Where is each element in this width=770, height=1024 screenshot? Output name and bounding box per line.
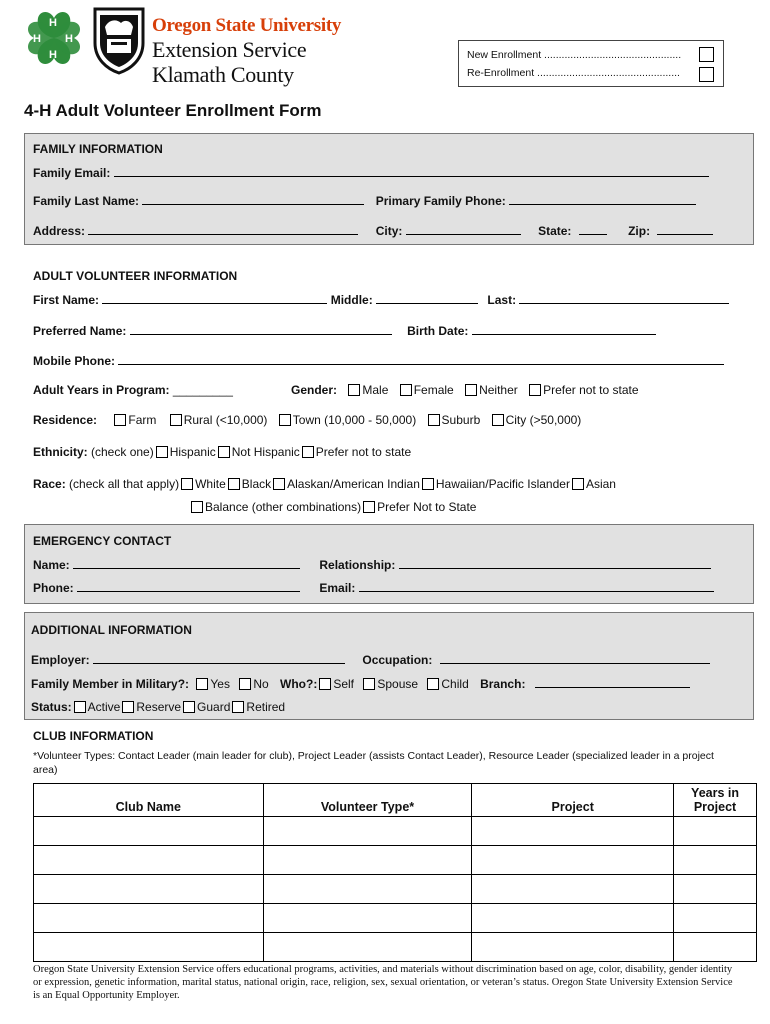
race-black-checkbox[interactable]: [228, 478, 240, 490]
status-guard-checkbox[interactable]: [183, 701, 195, 713]
residence-suburb-checkbox[interactable]: [428, 414, 440, 426]
table-row: [34, 904, 757, 933]
gender-label: Gender:: [291, 383, 338, 397]
adult-years-label: Adult Years in Program:: [33, 383, 170, 397]
ethnicity-prefer-not-checkbox[interactable]: [302, 446, 314, 458]
military-no-label: No: [253, 677, 269, 691]
emergency-name-field[interactable]: [73, 557, 300, 569]
ethnicity-hispanic-label: Hispanic: [169, 445, 216, 459]
project-cell[interactable]: [472, 846, 674, 875]
military-yes-label: Yes: [210, 677, 230, 691]
race-alaskan-label: Alaskan/American Indian: [287, 477, 420, 491]
zip-field[interactable]: [657, 223, 713, 235]
race-asian-label: Asian: [585, 477, 616, 491]
middle-name-label: Middle:: [330, 293, 373, 307]
employer-field[interactable]: [93, 652, 345, 664]
who-self-label: Self: [333, 677, 354, 691]
new-enrollment-label: New Enrollment ...............................................: [467, 49, 682, 61]
club-name-header: Club Name: [34, 784, 264, 817]
employer-label: Employer:: [31, 653, 90, 667]
emergency-phone-field[interactable]: [77, 580, 300, 592]
gender-female-label: Female: [413, 383, 454, 397]
org-name-line3: Klamath County: [152, 62, 294, 87]
ethnicity-not-hispanic-label: Not Hispanic: [231, 445, 300, 459]
club-name-cell[interactable]: [34, 904, 264, 933]
who-spouse-label: Spouse: [377, 677, 419, 691]
residence-town-label: Town (10,000 - 50,000): [292, 413, 417, 427]
residence-rural-checkbox[interactable]: [170, 414, 182, 426]
re-enrollment-checkbox[interactable]: [699, 67, 714, 82]
family-last-name-field[interactable]: [142, 193, 364, 205]
gender-male-label: Male: [362, 383, 389, 397]
emergency-email-field[interactable]: [359, 580, 714, 592]
branch-field[interactable]: [535, 676, 690, 688]
military-label: Family Member in Military?:: [31, 677, 190, 691]
table-row: [34, 933, 757, 962]
family-email-field[interactable]: [114, 165, 709, 177]
race-hawaiian-checkbox[interactable]: [422, 478, 434, 490]
gender-female-checkbox[interactable]: [400, 384, 412, 396]
primary-phone-field[interactable]: [509, 193, 696, 205]
preferred-name-label: Preferred Name:: [33, 324, 127, 338]
ethnicity-not-hispanic-checkbox[interactable]: [218, 446, 230, 458]
ethnicity-note: (check one): [91, 445, 154, 459]
additional-information-heading: ADDITIONAL INFORMATION: [31, 623, 192, 637]
org-name-line2: Extension Service: [152, 37, 307, 62]
race-prefer-not-checkbox[interactable]: [363, 501, 375, 513]
residence-city-label: City (>50,000): [505, 413, 582, 427]
status-retired-label: Retired: [246, 700, 286, 714]
military-no-checkbox[interactable]: [239, 678, 251, 690]
residence-city-checkbox[interactable]: [492, 414, 504, 426]
table-row: [34, 846, 757, 875]
gender-neither-label: Neither: [479, 383, 518, 397]
branch-label: Branch:: [480, 677, 526, 691]
race-black-label: Black: [241, 477, 272, 491]
status-active-label: Active: [87, 700, 121, 714]
residence-farm-label: Farm: [128, 413, 157, 427]
residence-farm-checkbox[interactable]: [114, 414, 126, 426]
mobile-phone-label: Mobile Phone:: [33, 354, 115, 368]
volunteer-type-cell[interactable]: [263, 817, 472, 846]
ethnicity-hispanic-checkbox[interactable]: [156, 446, 168, 458]
form-title: 4-H Adult Volunteer Enrollment Form: [24, 101, 322, 120]
status-guard-label: Guard: [197, 700, 231, 714]
who-spouse-checkbox[interactable]: [363, 678, 375, 690]
race-alaskan-checkbox[interactable]: [273, 478, 285, 490]
club-name-cell[interactable]: [34, 875, 264, 904]
zip-label: Zip:: [628, 224, 651, 238]
preferred-name-field[interactable]: [130, 323, 392, 335]
military-yes-checkbox[interactable]: [196, 678, 208, 690]
race-balance-checkbox[interactable]: [191, 501, 203, 513]
birth-date-label: Birth Date:: [407, 324, 469, 338]
years-cell[interactable]: [674, 933, 757, 962]
residence-label: Residence:: [33, 413, 98, 427]
gender-prefer-not-checkbox[interactable]: [529, 384, 541, 396]
emergency-relationship-label: Relationship:: [319, 558, 396, 572]
status-retired-checkbox[interactable]: [232, 701, 244, 713]
table-row: [34, 875, 757, 904]
last-name-field[interactable]: [519, 292, 729, 304]
race-white-label: White: [195, 477, 226, 491]
occupation-label: Occupation:: [362, 653, 433, 667]
city-field[interactable]: [406, 223, 521, 235]
race-asian-checkbox[interactable]: [572, 478, 584, 490]
enrollment-type-box: [458, 40, 724, 87]
who-child-checkbox[interactable]: [427, 678, 439, 690]
volunteer-type-cell[interactable]: [263, 933, 472, 962]
race-note: (check all that apply): [69, 477, 180, 491]
residence-suburb-label: Suburb: [441, 413, 481, 427]
residence-town-checkbox[interactable]: [279, 414, 291, 426]
club-name-cell[interactable]: [34, 846, 264, 875]
club-name-cell[interactable]: [34, 817, 264, 846]
new-enrollment-checkbox[interactable]: [699, 47, 714, 62]
status-reserve-label: Reserve: [136, 700, 182, 714]
emergency-phone-label: Phone:: [33, 581, 74, 595]
residence-rural-label: Rural (<10,000): [183, 413, 268, 427]
race-label: Race:: [33, 477, 66, 491]
gender-male-checkbox[interactable]: [348, 384, 360, 396]
emergency-name-label: Name:: [33, 558, 70, 572]
who-child-label: Child: [441, 677, 469, 691]
years-in-project-header: Years in Project: [674, 784, 757, 817]
occupation-field[interactable]: [440, 652, 710, 664]
race-white-checkbox[interactable]: [181, 478, 193, 490]
status-reserve-checkbox[interactable]: [122, 701, 134, 713]
last-name-label: Last:: [487, 293, 517, 307]
project-header: Project: [472, 784, 674, 817]
status-active-checkbox[interactable]: [74, 701, 86, 713]
volunteer-types-note: *Volunteer Types: Contact Leader (main leader for club), Project Leader (assists Contact Leader), Resource Leader (specialized leader in a project area): [33, 750, 714, 776]
address-label: Address:: [33, 224, 86, 238]
birth-date-field[interactable]: [472, 323, 656, 335]
emergency-email-label: Email:: [319, 581, 356, 595]
status-label: Status:: [31, 700, 72, 714]
gender-prefer-not-label: Prefer not to state: [543, 383, 639, 397]
years-cell[interactable]: [674, 846, 757, 875]
volunteer-type-cell[interactable]: [263, 904, 472, 933]
family-email-label: Family Email:: [33, 166, 111, 180]
club-name-cell[interactable]: [34, 933, 264, 962]
mobile-phone-field[interactable]: [118, 353, 724, 365]
state-label: State:: [538, 224, 572, 238]
4h-clover-logo: [22, 6, 86, 72]
state-field[interactable]: [579, 223, 607, 235]
osu-shield-logo: [91, 5, 147, 75]
org-name-line1: Oregon State University: [152, 15, 342, 36]
svg-text:H: H: [49, 17, 57, 29]
first-name-field[interactable]: [102, 292, 327, 304]
svg-text:H: H: [49, 49, 57, 61]
race-prefer-not-label: Prefer Not to State: [377, 500, 477, 514]
race-hawaiian-label: Hawaiian/Pacific Islander: [435, 477, 570, 491]
middle-name-field[interactable]: [376, 292, 478, 304]
volunteer-type-cell[interactable]: [263, 846, 472, 875]
volunteer-type-header: Volunteer Type*: [263, 784, 472, 817]
svg-text:H: H: [33, 33, 41, 45]
project-cell[interactable]: [472, 904, 674, 933]
address-field[interactable]: [88, 223, 358, 235]
primary-phone-label: Primary Family Phone:: [375, 194, 506, 208]
table-row: [34, 817, 757, 846]
adult-years-field[interactable]: _________: [172, 383, 233, 397]
family-information-heading: FAMILY INFORMATION: [33, 142, 163, 156]
first-name-label: First Name:: [33, 293, 100, 307]
ethnicity-label: Ethnicity:: [33, 445, 88, 459]
project-cell[interactable]: [472, 875, 674, 904]
who-self-checkbox[interactable]: [319, 678, 331, 690]
years-cell[interactable]: [674, 875, 757, 904]
volunteer-type-cell[interactable]: [263, 875, 472, 904]
years-cell[interactable]: [674, 817, 757, 846]
years-cell[interactable]: [674, 904, 757, 933]
volunteer-information-heading: ADULT VOLUNTEER INFORMATION: [33, 269, 238, 283]
svg-text:H: H: [65, 33, 73, 45]
emergency-contact-heading: EMERGENCY CONTACT: [33, 534, 172, 548]
project-cell[interactable]: [472, 817, 674, 846]
emergency-relationship-field[interactable]: [399, 557, 711, 569]
who-label: Who?:: [280, 677, 318, 691]
non-discrimination-footer: Oregon State University Extension Service offers educational programs, activities, and materials without discrimination based on age, color, disability, gender identity or expression, genetic information, marital status, national origin, race, religion, sex, sexual orientation, or veteran’s status. Oregon State University Extension Service is an Equal Opportunity Employer.: [33, 964, 733, 1001]
club-table-header: [34, 784, 757, 817]
ethnicity-prefer-not-label: Prefer not to state: [315, 445, 412, 459]
city-label: City:: [375, 224, 403, 238]
club-table: [33, 783, 757, 962]
club-information-heading: CLUB INFORMATION: [33, 729, 154, 743]
project-cell[interactable]: [472, 933, 674, 962]
race-balance-label: Balance (other combinations): [205, 500, 362, 514]
family-last-name-label: Family Last Name:: [33, 194, 140, 208]
re-enrollment-label: Re-Enrollment .................................................: [467, 67, 680, 79]
gender-neither-checkbox[interactable]: [465, 384, 477, 396]
